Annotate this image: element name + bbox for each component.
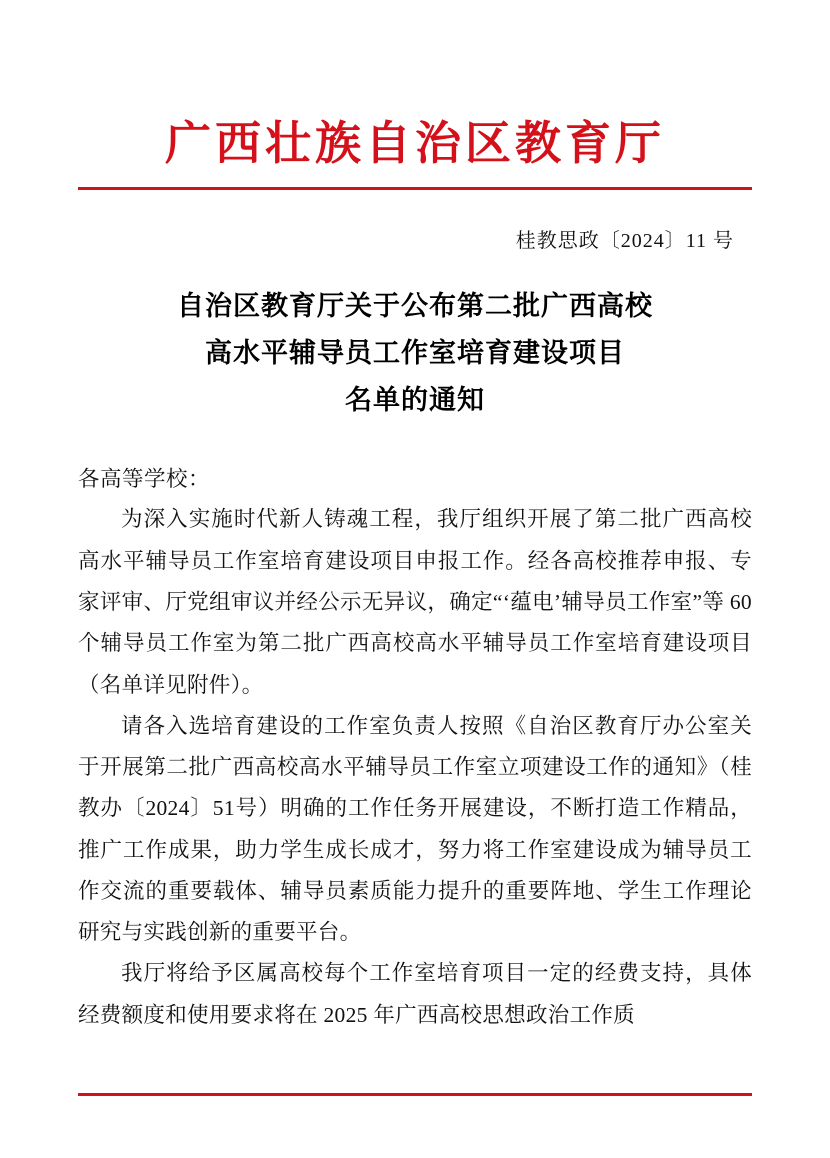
- body-paragraph-2: 请各入选培育建设的工作室负责人按照《自治区教育厅办公室关于开展第二批广西高校高水平辅导员工作室立项建设工作的通知》（桂教办〔2024〕51号）明确的工作任务开展建设，不断打造工作精品，推广工作成果，助力学生成长成才，努力将工作室建设成为辅导员工作交流的重要载体、辅导员素质能力提升的重要阵地、学生工作理论研究与实践创新的重要平台。: [78, 713, 752, 945]
- issuing-organization-title: 广西壮族自治区教育厅: [165, 118, 665, 169]
- page-title: [78, 283, 752, 425]
- page-title-line-1: 自治区教育厅关于公布第二批广西高校: [177, 290, 653, 321]
- masthead-divider: [78, 187, 752, 190]
- body-paragraph-1: 为深入实施时代新人铸魂工程，我厅组织开展了第二批广西高校高水平辅导员工作室培育建设项目申报工作。经各高校推荐申报、专家评审、厅党组审议并经公示无异议，确定“‘蕴电’辅导员工作室”等 60 个辅导员工作室为第二批广西高校高水平辅导员工作室培育建设项目（名单详见附件）。: [78, 507, 752, 697]
- footer-divider: [78, 1093, 752, 1096]
- document-number-row: [78, 224, 752, 253]
- page-title-line-2: 高水平辅导员工作室培育建设项目: [205, 338, 625, 369]
- salutation: 各高等学校：: [78, 466, 211, 491]
- document-number: 桂教思政〔2024〕11 号: [515, 229, 734, 252]
- masthead: [78, 0, 752, 190]
- page-title-line-3: 名单的通知: [345, 385, 485, 416]
- body-paragraph-3: 我厅将给予区属高校每个工作室培育项目一定的经费支持，具体经费额度和使用要求将在 2025 年广西高校思想政治工作质: [78, 961, 752, 1027]
